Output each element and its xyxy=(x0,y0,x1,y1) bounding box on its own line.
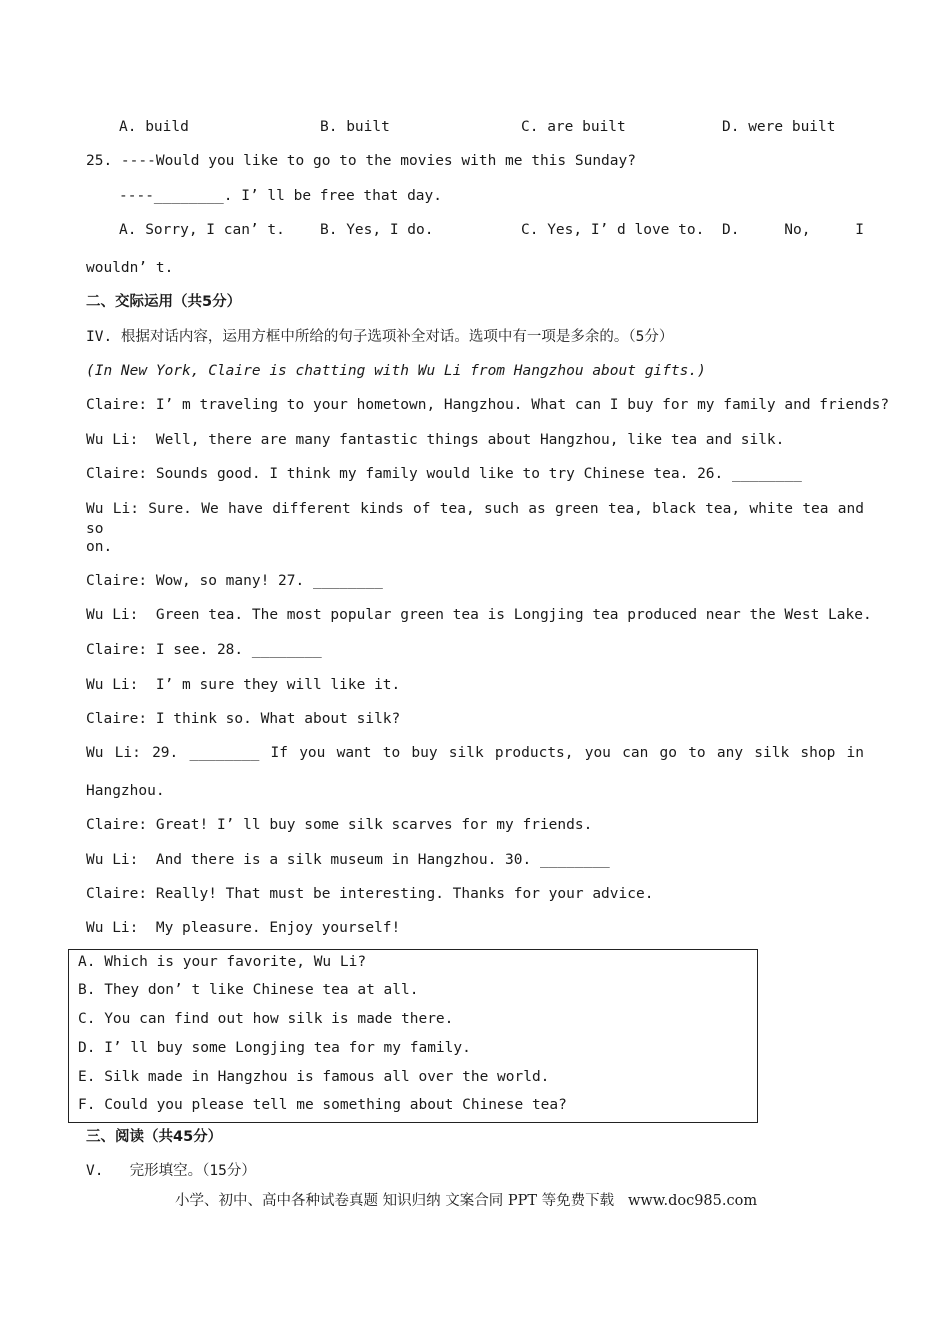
box-option-e: E. Silk made in Hangzhou is famous all over the world. xyxy=(78,1069,550,1085)
dialogue-line: Wu Li: My pleasure. Enjoy yourself! xyxy=(86,920,401,936)
box-option-f: F. Could you please tell me something about Chinese tea? xyxy=(78,1097,567,1113)
dialogue-line: Claire: I think so. What about silk? xyxy=(86,711,401,727)
dialogue-line: Claire: I see. 28. ________ xyxy=(86,642,322,658)
q25-options xyxy=(119,220,864,240)
dialogue-line: Wu Li: I’ m sure they will like it. xyxy=(86,677,401,693)
dialogue-context: (In New York, Claire is chatting with Wu Li from Hangzhou about gifts.) xyxy=(86,363,706,379)
section-2-instruction: IV. 根据对话内容，运用方框中所给的句子选项补全对话。选项中有一项是多余的。（5分） xyxy=(86,329,674,345)
q25-answer-line: ----________. I’ ll be free that day. xyxy=(119,188,443,204)
q25-option-c: C. Yes, I’ d love to. xyxy=(521,222,705,238)
q25-option-d-word1: No, xyxy=(784,222,811,238)
q25-option-d xyxy=(722,220,864,240)
dialogue-line: on. xyxy=(86,539,113,555)
q25-option-d-label: D. xyxy=(722,222,740,238)
dialogue-line: Claire: Really! That must be interesting. Thanks for your advice. xyxy=(86,886,654,902)
dialogue-line: Claire: Wow, so many! 27. ________ xyxy=(86,573,383,589)
dialogue-line: Hangzhou. xyxy=(86,783,165,799)
box-option-c: C. You can find out how silk is made there. xyxy=(78,1011,454,1027)
q25-question: 25. ----Would you like to go to the movies with me this Sunday? xyxy=(86,153,636,169)
section-2-heading: 二、交际运用（共5分） xyxy=(86,294,242,310)
q24-options xyxy=(119,117,864,137)
q24-option-a: A. build xyxy=(119,119,189,135)
options-box xyxy=(68,949,758,1123)
q25-option-b: B. Yes, I do. xyxy=(320,222,434,238)
q25-option-d-word2: I xyxy=(855,222,864,238)
q24-option-d: D. were built xyxy=(722,119,836,135)
dialogue-line: Wu Li: And there is a silk museum in Hangzhou. 30. ________ xyxy=(86,852,610,868)
q25-option-d-wrap: wouldn’ t. xyxy=(86,260,174,276)
box-option-b: B. They don’ t like Chinese tea at all. xyxy=(78,982,419,998)
section-3-subheading: V. 完形填空。（15分） xyxy=(86,1163,256,1179)
dialogue-line: Claire: Great! I’ ll buy some silk scarves for my friends. xyxy=(86,817,593,833)
page-footer: 小学、初中、高中各种试卷真题 知识归纳 文案合同 PPT 等免费下载 www.doc985.com xyxy=(175,1193,758,1209)
section-3-heading: 三、阅读（共45分） xyxy=(86,1129,223,1145)
box-option-d: D. I’ ll buy some Longjing tea for my family. xyxy=(78,1040,471,1056)
dialogue-line: Wu Li: Sure. We have different kinds of tea, such as green tea, black tea, white tea and so xyxy=(86,501,864,537)
box-option-a: A. Which is your favorite, Wu Li? xyxy=(78,954,367,970)
dialogue-line: Wu Li: Green tea. The most popular green tea is Longjing tea produced near the West Lake. xyxy=(86,607,872,623)
dialogue-line: Wu Li: 29. ________ If you want to buy silk products, you can go to any silk shop in xyxy=(86,745,864,761)
q24-option-b: B. built xyxy=(320,119,390,135)
dialogue-line: Claire: Sounds good. I think my family would like to try Chinese tea. 26. ________ xyxy=(86,466,802,482)
q25-option-a: A. Sorry, I can’ t. xyxy=(119,222,285,238)
dialogue-line: Wu Li: Well, there are many fantastic things about Hangzhou, like tea and silk. xyxy=(86,432,785,448)
dialogue-line: Claire: I’ m traveling to your hometown, Hangzhou. What can I buy for my family and friends? xyxy=(86,397,890,413)
q24-option-c: C. are built xyxy=(521,119,626,135)
